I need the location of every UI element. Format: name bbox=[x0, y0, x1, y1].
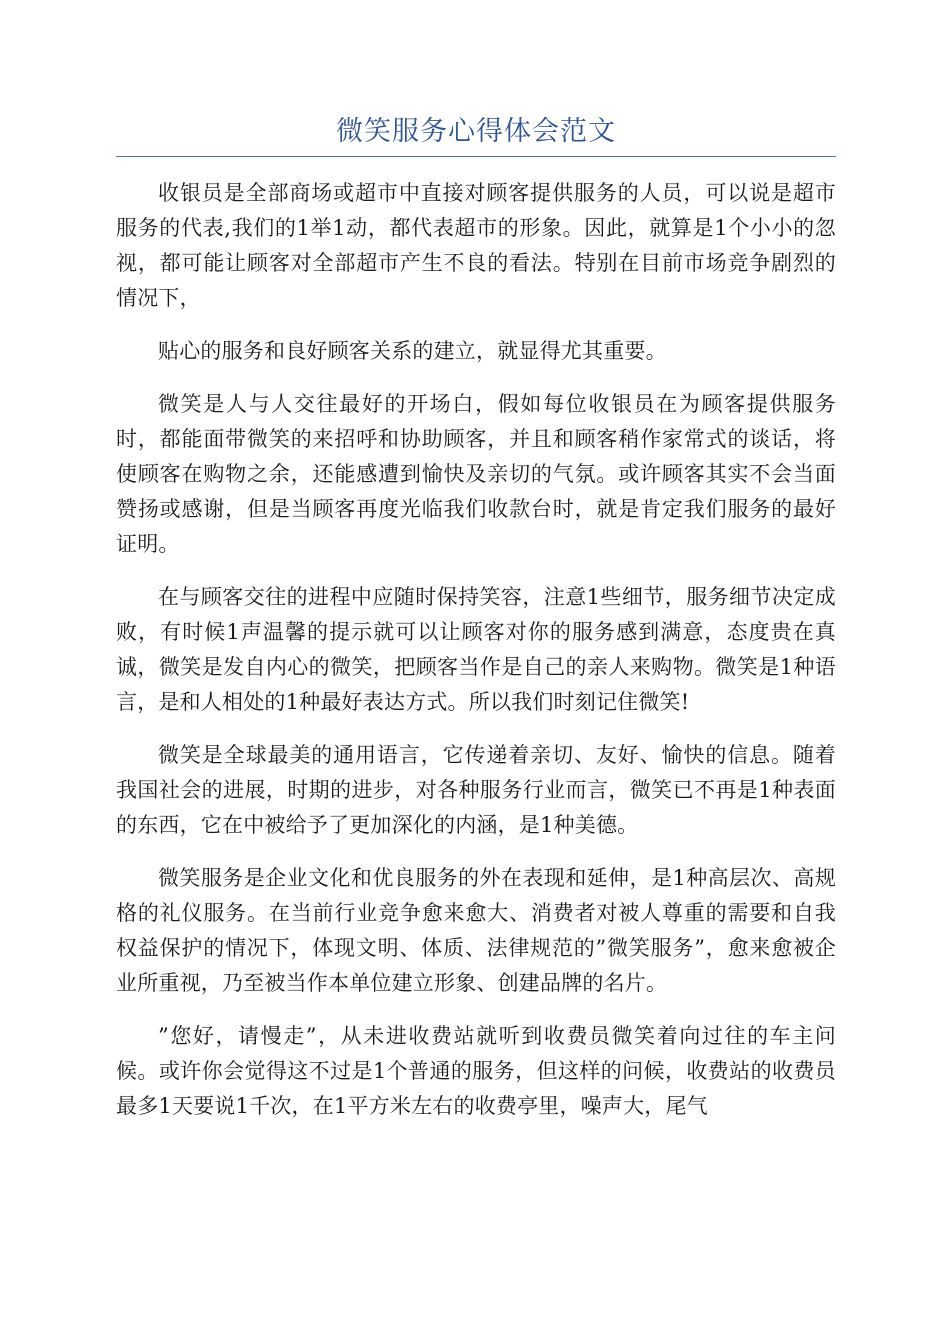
page-title: 微笑服务心得体会范文 bbox=[336, 116, 616, 147]
paragraph-2: 贴心的服务和良好顾客关系的建立，就显得尤其重要。 bbox=[158, 339, 667, 363]
title-block bbox=[116, 108, 836, 157]
document-body bbox=[116, 176, 836, 1142]
paragraph-3: 微笑是人与人交往最好的开场白，假如每位收银员在为顾客提供服务时，都能面带微笑的来招呼和协助顾客，并且和顾客稍作家常式的谈话，将使顾客在购物之余，还能感遭到愉快及亲切的气氛。或许顾客其实不会当面赞扬或感谢，但是当顾客再度光临我们收款台时，就是肯定我们服务的最好证明。 bbox=[116, 392, 836, 556]
paragraph-4: 在与顾客交往的进程中应随时保持笑容，注意1些细节，服务细节决定成败，有时候1声温馨的提示就可以让顾客对你的服务感到满意，态度贵在真诚，微笑是发自内心的微笑，把顾客当作是自己的亲人来购物。微笑是1种语言，是和人相处的1种最好表达方式。所以我们时刻记住微笑! bbox=[116, 585, 836, 714]
paragraph-6: 微笑服务是企业文化和优良服务的外在表现和延伸，是1种高层次、高规格的礼仪服务。在当前行业竞争愈来愈大、消费者对被人尊重的需要和自我权益保护的情况下，体现文明、体质、法律规范的”微笑服务”，愈来愈被企业所重视，乃至被当作本单位建立形象、创建品牌的名片。 bbox=[116, 866, 836, 995]
paragraph-5: 微笑是全球最美的通用语言，它传递着亲切、友好、愉快的信息。随着我国社会的进展，时期的进步，对各种服务行业而言，微笑已不再是1种表面的东西，它在中被给予了更加深化的内涵，是1种美德。 bbox=[116, 743, 836, 837]
paragraph-1: 收银员是全部商场或超市中直接对顾客提供服务的人员，可以说是超市服务的代表,我们的1举1动，都代表超市的形象。因此，就算是1个小小的忽视，都可能让顾客对全部超市产生不良的看法。特别在目前市场竞争剧烈的情况下， bbox=[116, 181, 836, 310]
paragraph-7: ”您好，请慢走”，从未进收费站就听到收费员微笑着向过往的车主问候。或许你会觉得这不过是1个普通的服务，但这样的问候，收费站的收费员最多1天要说1千次，在1平方米左右的收费亭里，噪声大，尾气 bbox=[116, 1024, 836, 1118]
